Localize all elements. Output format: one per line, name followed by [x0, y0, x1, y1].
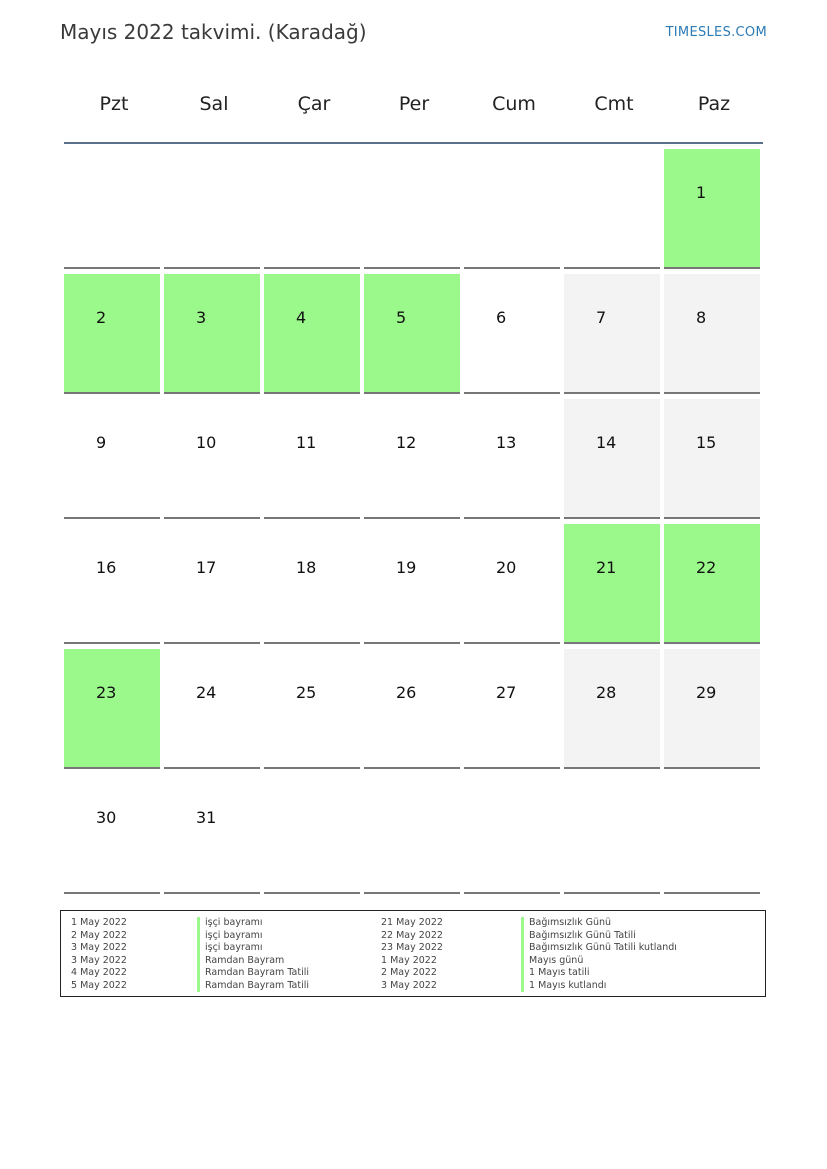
day-number: 15	[696, 433, 717, 452]
calendar-grid	[64, 149, 764, 899]
day-cell[interactable]	[264, 399, 360, 519]
day-number: 8	[696, 308, 707, 327]
day-cell[interactable]	[64, 649, 160, 769]
day-number: 7	[596, 308, 607, 327]
day-number: 22	[696, 558, 717, 577]
day-number: 12	[396, 433, 417, 452]
day-number: 17	[196, 558, 217, 577]
day-cell[interactable]	[664, 274, 760, 394]
empty-cell	[264, 774, 360, 894]
page-title: Mayıs 2022 takvimi. (Karadağ)	[60, 20, 367, 44]
day-number: 25	[296, 683, 317, 702]
holiday-legend	[60, 910, 766, 997]
day-cell[interactable]	[664, 649, 760, 769]
empty-cell	[564, 774, 660, 894]
day-number: 3	[196, 308, 207, 327]
legend-dates-right	[381, 917, 443, 992]
legend-names-right	[521, 917, 677, 992]
legend-holiday-name: Bağımsızlık Günü Tatili	[521, 930, 677, 943]
legend-date: 4 May 2022	[71, 967, 127, 978]
day-cell[interactable]	[564, 274, 660, 394]
day-number: 26	[396, 683, 417, 702]
day-cell[interactable]	[164, 524, 260, 644]
brand-link[interactable]: TIMESLES.COM	[665, 25, 767, 40]
legend-date: 1 May 2022	[381, 954, 437, 966]
legend-holiday-name: Bağımsızlık Günü	[521, 917, 677, 930]
day-cell[interactable]	[264, 649, 360, 769]
day-cell[interactable]	[564, 524, 660, 644]
day-number: 18	[296, 558, 317, 577]
legend-holiday-name: Mayıs günü	[521, 955, 677, 968]
day-cell[interactable]	[164, 399, 260, 519]
day-number: 13	[496, 433, 517, 452]
day-number: 24	[196, 683, 217, 702]
day-number: 31	[196, 808, 217, 827]
day-number: 14	[596, 433, 617, 452]
day-cell[interactable]	[164, 774, 260, 894]
day-cell[interactable]	[364, 274, 460, 394]
day-number: 4	[296, 308, 307, 327]
empty-cell	[64, 149, 160, 269]
legend-date: 3 May 2022	[71, 942, 127, 953]
day-cell[interactable]	[64, 774, 160, 894]
weekday-label: Çar	[297, 93, 331, 115]
day-cell[interactable]	[64, 524, 160, 644]
day-cell[interactable]	[664, 524, 760, 644]
legend-names-left	[197, 917, 309, 992]
day-cell[interactable]	[164, 274, 260, 394]
day-cell[interactable]	[464, 274, 560, 394]
day-number: 10	[196, 433, 217, 452]
legend-holiday-name: 1 Mayıs tatili	[521, 967, 677, 980]
day-number: 20	[496, 558, 517, 577]
legend-date: 1 May 2022	[71, 917, 127, 928]
day-cell[interactable]	[564, 399, 660, 519]
day-cell[interactable]	[564, 649, 660, 769]
legend-date: 3 May 2022	[71, 954, 127, 966]
day-cell[interactable]	[64, 399, 160, 519]
legend-dates-left	[71, 917, 127, 992]
day-cell[interactable]	[364, 524, 460, 644]
legend-date: 23 May 2022	[381, 942, 443, 953]
legend-holiday-name: işçi bayramı	[197, 942, 309, 955]
weekday-label: Cum	[492, 93, 536, 115]
day-cell[interactable]	[664, 149, 760, 269]
day-number: 23	[96, 683, 117, 702]
empty-cell	[364, 149, 460, 269]
empty-cell	[664, 774, 760, 894]
day-number: 11	[296, 433, 317, 452]
legend-holiday-name: 1 Mayıs kutlandı	[521, 980, 677, 993]
day-cell[interactable]	[264, 524, 360, 644]
legend-date: 22 May 2022	[381, 929, 443, 941]
day-cell[interactable]	[364, 399, 460, 519]
empty-cell	[264, 149, 360, 269]
day-number: 5	[396, 308, 407, 327]
weekday-label: Paz	[697, 93, 731, 115]
legend-holiday-name: işçi bayramı	[197, 930, 309, 943]
day-number: 30	[96, 808, 117, 827]
empty-cell	[564, 149, 660, 269]
header-divider	[64, 142, 763, 144]
day-number: 21	[596, 558, 617, 577]
day-cell[interactable]	[264, 274, 360, 394]
legend-date: 2 May 2022	[381, 967, 437, 978]
day-number: 6	[496, 308, 507, 327]
weekday-label: Cmt	[594, 93, 634, 115]
legend-holiday-name: Ramdan Bayram Tatili	[197, 967, 309, 980]
day-number: 29	[696, 683, 717, 702]
empty-cell	[464, 149, 560, 269]
day-number: 19	[396, 558, 417, 577]
day-cell[interactable]	[464, 649, 560, 769]
weekday-label: Sal	[199, 93, 229, 115]
legend-date: 5 May 2022	[71, 979, 127, 991]
day-number: 2	[96, 308, 107, 327]
day-number: 28	[596, 683, 617, 702]
weekday-label: Per	[398, 93, 430, 115]
legend-holiday-name: Bağımsızlık Günü Tatili kutlandı	[521, 942, 677, 955]
legend-date: 2 May 2022	[71, 929, 127, 941]
day-cell[interactable]	[164, 649, 260, 769]
day-number: 1	[696, 183, 707, 202]
legend-holiday-name: işçi bayramı	[197, 917, 309, 930]
day-cell[interactable]	[464, 524, 560, 644]
day-cell[interactable]	[364, 649, 460, 769]
day-cell[interactable]	[64, 274, 160, 394]
empty-cell	[364, 774, 460, 894]
day-number: 27	[496, 683, 517, 702]
day-cell[interactable]	[664, 399, 760, 519]
legend-holiday-name: Ramdan Bayram	[197, 955, 309, 968]
empty-cell	[164, 149, 260, 269]
weekday-header	[64, 82, 764, 126]
weekday-label: Pzt	[99, 93, 129, 115]
legend-date: 21 May 2022	[381, 917, 443, 928]
day-cell[interactable]	[464, 399, 560, 519]
day-number: 16	[96, 558, 117, 577]
empty-cell	[464, 774, 560, 894]
day-number: 9	[96, 433, 107, 452]
legend-date: 3 May 2022	[381, 979, 437, 991]
legend-holiday-name: Ramdan Bayram Tatili	[197, 980, 309, 993]
